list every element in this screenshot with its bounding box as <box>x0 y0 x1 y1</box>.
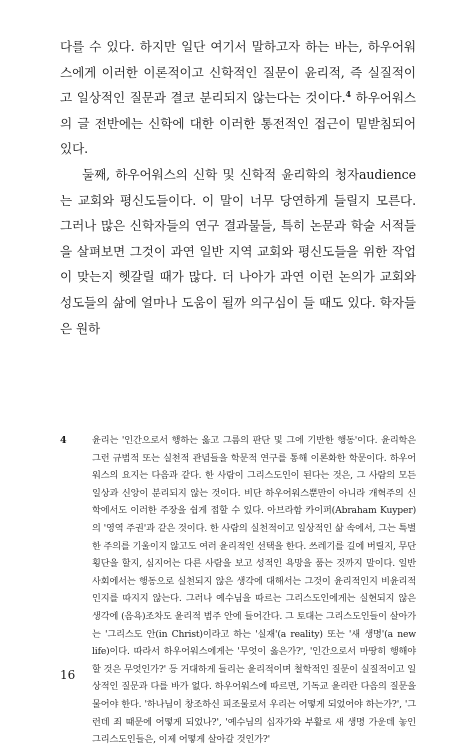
footnote-4 <box>60 432 416 749</box>
footnote-reference[interactable]: 4 <box>345 89 351 99</box>
page-number: 16 <box>60 668 76 682</box>
paragraph-1-text-continued: 하우어워스의 글 전반에는 신학에 대한 이러한 통전적인 접근이 밑받침되어 있다. <box>60 90 416 157</box>
paragraph-1 <box>60 34 416 162</box>
main-text <box>60 34 416 341</box>
paragraph-2: 둘째, 하우어워스의 신학 및 신학적 윤리학의 청자audience는 교회와 평신도들이다. 이 말이 너무 당연하게 들릴지 모른다. 그러나 많은 신학자들의 연구 결과물들, 특히 논문과 학술 서적들을 살펴보면 그것이 과연 일반 지역 교회와 평신도들을 위한 작업이 맞는지 헷갈릴 때가 많다. 더 나아가 과연 이런 논의가 교회와 성도들의 삶에 얼마나 도움이 될까 의구심이 들 때도 있다. 학자들은 원하 <box>60 166 416 336</box>
footnote-number: 4 <box>60 435 67 446</box>
paragraph-1-text: 다를 수 있다. 하지만 일단 여기서 말하고자 하는 바는, 하우어워스에게 이러한 이론적이고 신학적인 질문이 윤리적, 즉 실질적이고 일상적인 질문과 결코 분리되지 않는다는 것이다. <box>60 39 416 106</box>
footnote-text: 윤리는 '인간으로서 행하는 옳고 그름의 판단 및 그에 기반한 행동'이다. 윤리학은 그런 규범적 또는 실천적 관념들을 학문적 연구를 통해 이론화한 학문이다. 하우어워스의 요지는 다음과 같다. 한 사람이 그리스도인이 된다는 것은, 그 사람의 모든 일상과 신앙이 분리되지 않는 것이다. 비단 하우어워스뿐만이 아니라 개혁주의 신학에서도 이러한 주장을 쉽게 접할 수 있다. 아브라함 카이퍼(Abraham Kuyper)의 '영역 주권'과 같은 것이다. 한 사람의 실천적이고 일상적인 삶 속에서, 그는 특별한 주의를 기울이지 않고도 여러 윤리적인 선택을 한다. 쓰레기를 길에 버릴지, 무단횡단을 할지, 심지어는 다른 사람을 보고 성적인 욕망을 품는 것까지 말이다. 일반 사회에서는 행동으로 실천되지 않은 생각에 대해서는 그것이 윤리적인지 비윤리적인지를 따지지 않는다. 그러나 예수님을 따르는 그리스도인에게는 실현되지 않은 생각에 (음욕)조차도 윤리적 범주 안에 들어간다. 그 토대는 그리스도인들이 살아가는 '그리스도 안(in Christ)이라고 하는 '실재'(a reality) 또는 '새 생명'(a new life)이다. 따라서 하우어워스에게는 '무엇이 옳은가?', '인간으로서 마땅히 행해야 할 것은 무엇인가?' 등 거대하게 들리는 윤리적이며 철학적인 질문이 실질적이고 일상적인 질문과 다를 바가 없다. 하우어워스에 따르면, 기독교 윤리란 다음의 질문을 물어야 한다. '하나님이 창조하신 피조물로서 우리는 어떻게 되었어야 하는가?', '그런데 죄 때문에 어떻게 되었나?', '예수님의 십자가와 부활로 새 생명 가운데 놓인 그리스도인들은, 이제 어떻게 살아갈 것인가?' <box>92 435 416 746</box>
